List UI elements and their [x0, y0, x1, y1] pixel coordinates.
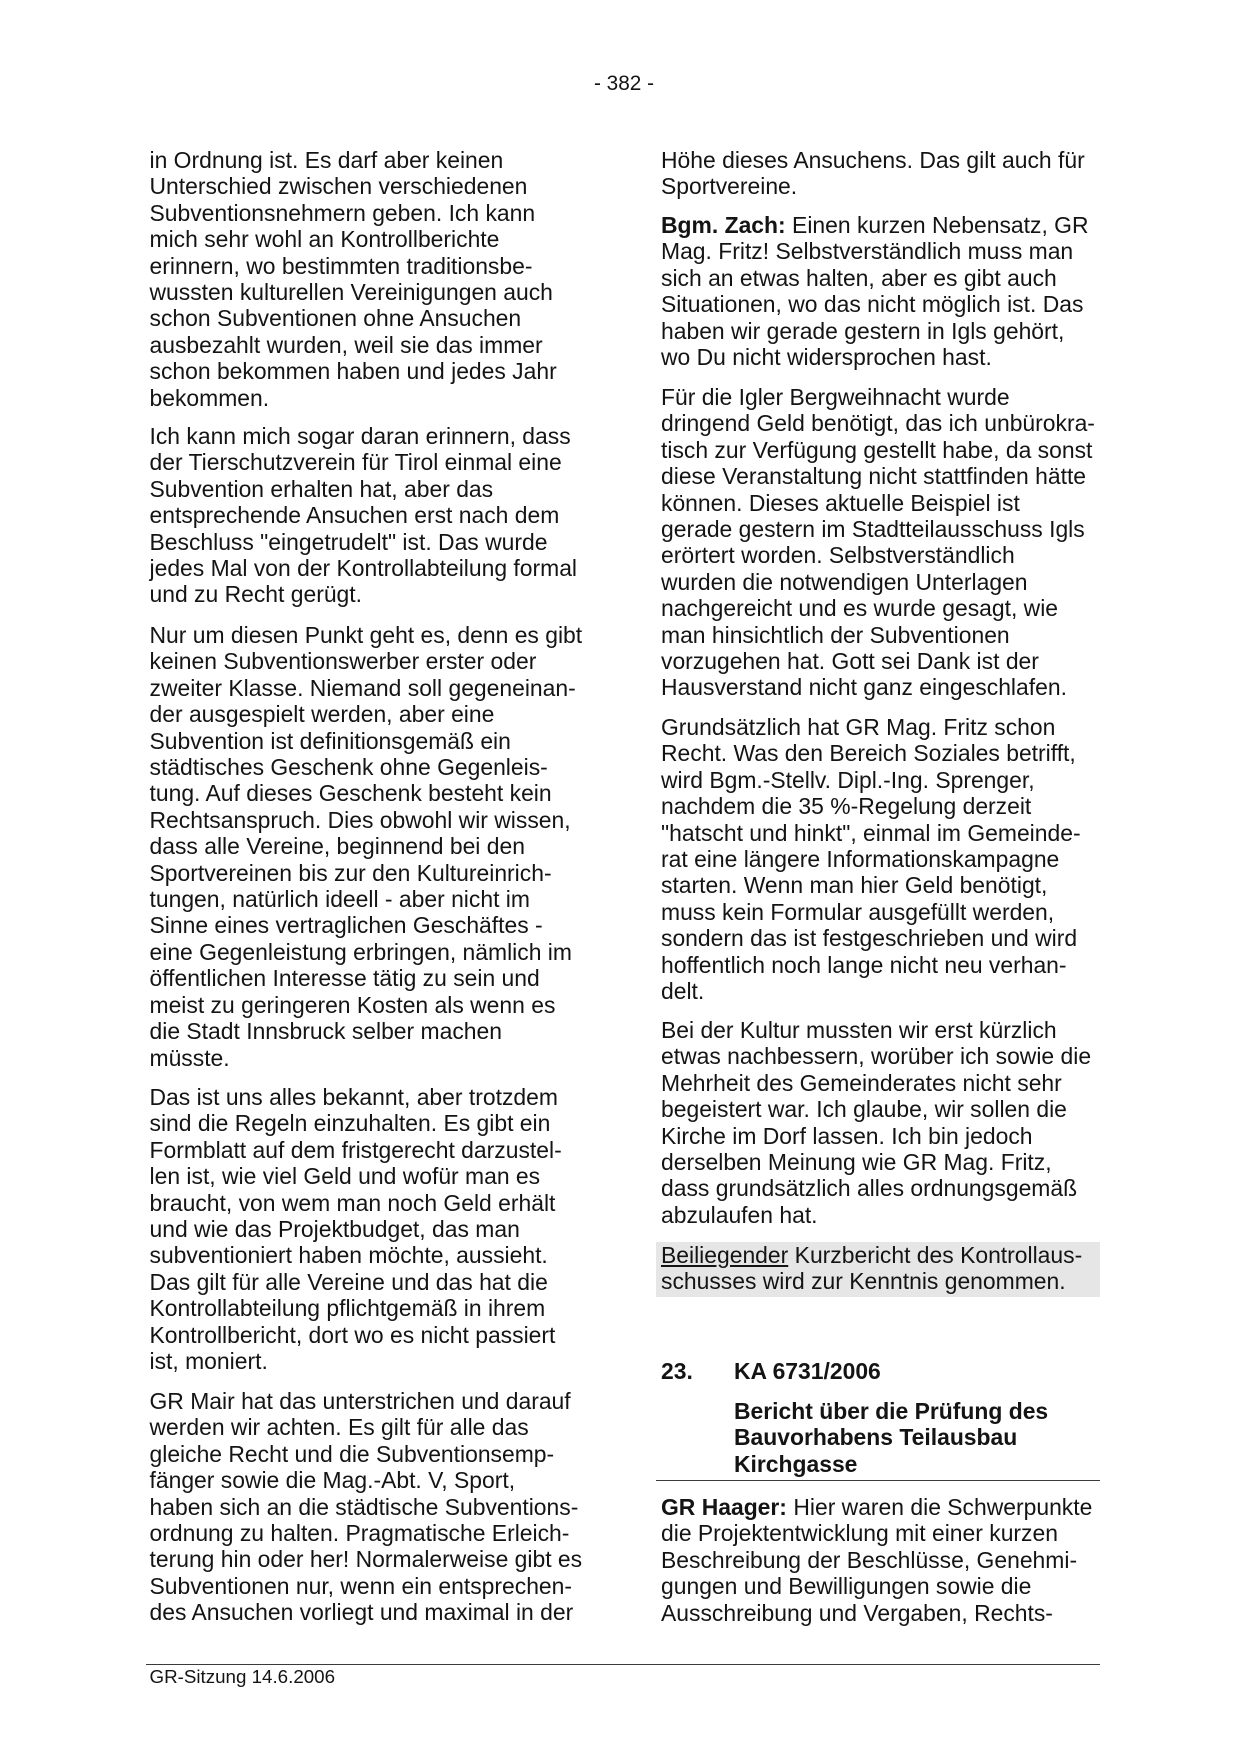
left-paragraph-1: in Ordnung ist. Es darf aber keinen Unterschied zwischen verschiedenen Subventionsnehmern geben. Ich kann mich sehr wohl an Kontrollberichte erinnern, wo bestimmten traditionsbe- wussten kulturellen Vereinigungen auch schon Subventionen ohne Ansuchen ausbezahlt wurden, weil sie das immer schon bekommen haben und jedes Jahr bekommen.	[149, 147, 557, 411]
left-paragraph-2: Ich kann mich sogar daran erinnern, dass der Tierschutzverein für Tirol einmal eine Subvention erhalten hat, aber das entsprechende Ansuchen erst nach dem Beschluss "eingetrudelt" ist. Das wurde jedes Mal von der Kontrollabteilung formal und zu Recht gerügt.	[149, 423, 578, 608]
agenda-item-reference: KA 6731/2006	[734, 1358, 881, 1384]
agenda-item-title: Bericht über die Prüfung des Bauvorhabens Teilausbau Kirchgasse	[734, 1398, 1049, 1477]
speaker-name: Bgm. Zach:	[661, 212, 786, 238]
right-paragraph-4: Grundsätzlich hat GR Mag. Fritz schon Recht. Was den Bereich Soziales betrifft, wird Bgm.-Stellv. Dipl.-Ing. Sprenger, nachdem die 35 %-Regelung derzeit "hatscht und hinkt", einmal im Gemeinde- rat eine längere Informationskampagne starten. Wenn man hier Geld benötigt, muss kein Formular ausgefüllt werden, sondern das ist festgeschrieben und wird hoffentlich noch lange nicht neu verhan- delt.	[661, 714, 1081, 1005]
section-divider	[656, 1480, 1100, 1481]
left-column	[146, 0, 596, 1755]
resolution-underlined-word: Beiliegender	[661, 1242, 789, 1268]
right-paragraph-1: Höhe dieses Ansuchens. Das gilt auch für Sportvereine.	[661, 147, 1085, 200]
left-paragraph-3: Nur um diesen Punkt geht es, denn es gibt keinen Subventionswerber erster oder zweiter Klasse. Niemand soll gegeneinan- der ausgespielt werden, aber eine Subvention ist definitionsgemäß ein städtisches Geschenk ohne Gegenleis- tung. Auf dieses Geschenk besteht kein Rechtsanspruch. Dies obwohl wir wissen, dass alle Vereine, beginnend bei den Sportvereinen bis zur den Kultureinrich- tungen, natürlich ideell - aber nicht im Sinne eines vertraglichen Geschäftes - eine Gegenleistung erbringen, nämlich im öffentlichen Interesse tätig zu sein und meist zu geringeren Kosten als wenn es die Stadt Innsbruck selber machen müsste.	[149, 622, 583, 1071]
right-column	[656, 0, 1100, 1755]
right-paragraph-3: Für die Igler Bergweihnacht wurde dringend Geld benötigt, das ich unbürokra- tisch zur Verfügung gestellt habe, da sonst diese Veranstaltung nicht stattfinden hätte können. Dieses aktuelle Beispiel ist gerade gestern im Stadtteilausschuss Igls erörtert worden. Selbstverständlich wurden die notwendigen Unterlagen nachgereicht und es wurde gesagt, wie man hinsichtlich der Subventionen vorzugehen hat. Gott sei Dank ist der Hausverstand nicht ganz eingeschlafen.	[661, 384, 1095, 701]
page-number: - 382 -	[593, 72, 655, 95]
left-paragraph-4: Das ist uns alles bekannt, aber trotzdem sind die Regeln einzuhalten. Es gibt ein Formblatt auf dem fristgerecht darzustel- len ist, wie viel Geld und wofür man es braucht, von wem man noch Geld erhält und wie das Projektbudget, das man subventioniert haben möchte, aussieht. Das gilt für alle Vereine und das hat die Kontrollabteilung pflichtgemäß in ihrem Kontrollbericht, dort wo es nicht passiert ist, moniert.	[149, 1084, 562, 1375]
page-footer	[146, 1664, 1100, 1688]
speaker-name: GR Haager:	[661, 1494, 787, 1520]
speech-text: Einen kurzen Nebensatz, GR Mag. Fritz! Selbstverständlich muss man sich an etwas halten, aber es gibt auch Situationen, wo das nicht möglich ist. Das haben wir gerade gestern in Igls gehört, wo Du nicht widersprochen hast.	[661, 212, 1089, 371]
agenda-item-number: 23.	[661, 1358, 693, 1384]
speech-text: Hier waren die Schwerpunkte die Projektentwicklung mit einer kurzen Beschreibung der Beschlüsse, Genehmi- gungen und Bewilligungen sowie die Ausschreibung und Vergaben, Rechts-	[661, 1494, 1093, 1626]
footer-text: GR-Sitzung 14.6.2006	[149, 1666, 336, 1687]
right-paragraph-2	[661, 212, 1089, 370]
resolution-box	[656, 1242, 1100, 1297]
statement-paragraph	[661, 1494, 1092, 1626]
right-paragraph-5: Bei der Kultur mussten wir erst kürzlich etwas nachbessern, worüber ich sowie die Mehrheit des Gemeinderates nicht sehr begeistert war. Ich glaube, wir sollen die Kirche im Dorf lassen. Ich bin jedoch derselben Meinung wie GR Mag. Fritz, dass grundsätzlich alles ordnungsgemäß abzulaufen hat.	[661, 1017, 1092, 1228]
left-paragraph-5: GR Mair hat das unterstrichen und darauf werden wir achten. Es gilt für alle das gleiche Recht und die Subventionsemp- fänger sowie die Mag.-Abt. V, Sport, haben sich an die städtische Subventions- ordnung zu halten. Pragmatische Erleich- terung hin oder her! Normalerweise gibt es Subventionen nur, wenn ein entsprechen- des Ansuchen vorliegt und maximal in der	[149, 1388, 583, 1626]
resolution-text: Kurzbericht des Kontrollaus- schusses wird zur Kenntnis genommen.	[661, 1242, 1083, 1295]
